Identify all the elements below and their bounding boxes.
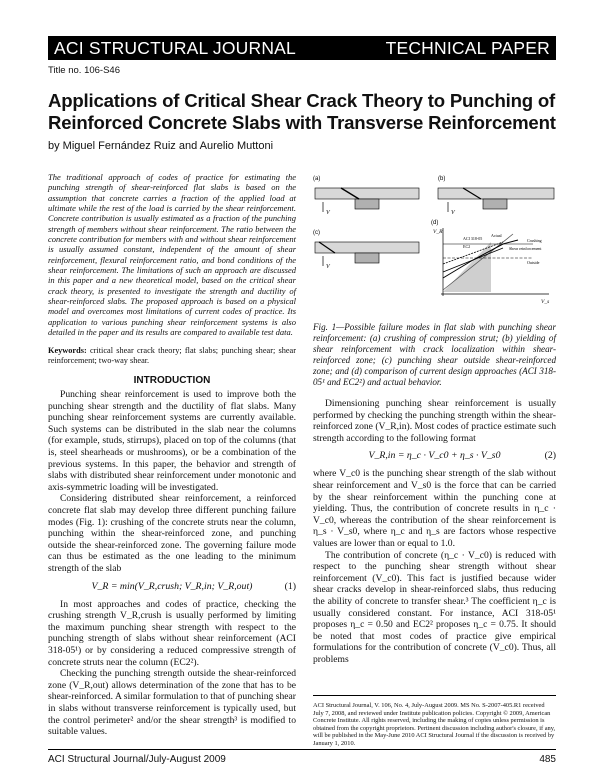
- keywords: [48, 346, 296, 366]
- right-paragraph-2: where V_c0 is the punching shear strength of the slab without shear reinforcement and V_s0 is the force that can be carried by the shear reinforcement within the punching cone at yielding. Thus, the contribution of concrete results in η_c · V_c0, whereas the contribution of the shear reinforcement is η_s · V_s0, where η_c and η_s are factors whose respective values are lower than or equal to 1.0.: [313, 468, 556, 549]
- title-number: Title no. 106-S46: [48, 65, 120, 76]
- keywords-label: Keywords:: [48, 345, 87, 355]
- journal-name: ACI STRUCTURAL JOURNAL: [54, 38, 296, 58]
- column-a: [355, 199, 379, 209]
- keywords-text: critical shear crack theory; flat slabs; punching shear; shear reinforcement; two-way shear.: [48, 345, 296, 365]
- fig-label-c: (c): [313, 230, 320, 236]
- column-c: [355, 253, 379, 263]
- v-label-a: V: [326, 210, 330, 216]
- right-paragraph-1: Dimensioning punching shear reinforcement is usually performed by checking the punching strength within the shear-reinforced zone (V_R,in). Most codes of practice estimate such strength according to the following format: [313, 398, 556, 444]
- x-axis-label: V_s: [541, 299, 550, 305]
- journal-banner: [48, 36, 556, 60]
- right-paragraph-3: The contribution of concrete (η_c · V_c0) is reduced with respect to the punching shear strength without shear reinforcement (V_c0). This fact is justified because wider shear cracks develop in shear-reinforced slabs, thus reducing the ability of concrete to transfer shear.³ The coefficient η_c is usually considered constant. For instance, ACI 318-05¹ proposes η_c = 0.50 and EC2² proposes η_c = 0.75. It should be noted that most codes of practice give empirical formulations for the contribution of concrete (V_c0). Thus, all problems: [313, 549, 556, 665]
- slab-c: [315, 242, 419, 253]
- v-label-b: V: [451, 210, 455, 216]
- intro-paragraph-3: In most approaches and codes of practice, checking the crushing strength V_R,crush is usually performed by limiting the maximum punching shear strength with respect to the punching strength of slabs without shear reinforcement (ACI 318-05¹) or by considering a reduced compressive strength of concrete struts near the column (EC2²).: [48, 598, 296, 668]
- equation-1: [48, 575, 296, 599]
- v-label-c: V: [326, 264, 330, 270]
- label-aci: ACI 318-05: [463, 236, 483, 241]
- intro-paragraph-1: Punching shear reinforcement is used to improve both the punching shear strength and the ductility of flat slabs. Many punching shear reinforcement systems are currently available. Such systems can be distributed in the slab near the columns (for example, studs, stirrups), placed on top of the columns (that is, steel shearheads or mushrooms), or be a combination of the previous systems. In this paper, the behavior and strength of slabs with distributed shear reinforcement under monotonic and axis-symmetric loading will be investigated.: [48, 389, 296, 493]
- intro-paragraph-2: Considering distributed shear reinforcement, a reinforced concrete flat slab may develop three different punching failure modes (Fig. 1): crushing of the concrete struts near the column, punching within the shear-reinforced zone, and punching outside the shear-reinforced zone. The governing failure mode can thus be estimated as the one leading to the minimum strength of the slab: [48, 493, 296, 574]
- section-label: TECHNICAL PAPER: [385, 38, 550, 58]
- paper-title: Applications of Critical Shear Crack Theory to Punching of Reinforced Concrete Slabs with Transverse Reinforcement: [48, 90, 556, 133]
- left-column: [48, 172, 296, 738]
- intro-paragraph-4: Checking the punching strength outside the shear-reinforced zone (V_R,out) allows determination of the zone that has to be shear-reinforced. A similar formulation to that of punching shear in slabs without transverse reinforcement is typically used, but the control perimeter² and/or the shear strength³ is modified to suitable values.: [48, 668, 296, 738]
- intro-heading: INTRODUCTION: [133, 374, 211, 386]
- equation-2: [313, 444, 556, 468]
- column-b: [483, 199, 507, 209]
- line-ec2: [443, 242, 503, 264]
- equation-1-body: V_R = min(V_R,crush; V_R,in; V_R,out): [91, 580, 253, 592]
- footnote: ACI Structural Journal, V. 106, No. 4, July-August 2009. MS No. S-2007-405.R1 received July 7, 2008, and reviewed under Institute publication policies. Copyright © 2009, American Concrete Institute. All rights reserved, including the making of copies unless permission is obtained from the copyright proprietors. Pertinent discussion including author's closure, if any, will be published in the May-June 2010 ACI Structural Journal if the discussion is received by January 1, 2010.: [313, 695, 556, 748]
- slab-a: [315, 188, 419, 199]
- slab-b: [438, 188, 554, 199]
- figure-1-caption: Fig. 1—Possible failure modes in flat slab with punching shear reinforcement: (a) crushing of compression strut; (b) yielding of shear reinforcement with crack localization within shear-reinforced zone; (c) punching shear outside shear-reinforced zone; and (d) comparison of current design approaches (ACI 318-05¹ and EC2²) and actual behavior.: [313, 322, 556, 387]
- page-footer: [48, 749, 556, 765]
- label-shear-reinf: Shear reinforcement: [509, 246, 542, 251]
- y-axis-label: V_R: [433, 229, 443, 235]
- figure-1-drawing: [313, 172, 556, 314]
- label-crushing: Crushing: [527, 238, 542, 243]
- label-outside: Outside: [527, 260, 540, 265]
- label-actual: Actual: [491, 233, 502, 238]
- right-column: [313, 172, 556, 665]
- equation-1-number: (1): [284, 580, 296, 592]
- label-ec2: EC2: [463, 244, 471, 249]
- fig-label-b: (b): [438, 176, 446, 182]
- abstract: The traditional approach of codes of practice for estimating the punching strength of shear-reinforced flat slabs is based on the assumption that concrete carries a fraction of the applied load at ultimate while the rest of the load is carried by the shear reinforcement. Concrete contribution is usually estimated as a fraction of the punching strength of members without shear reinforcement. The ratio between the concrete contribution for members with and without shear reinforcement is usually assumed constant, independent of the amount of shear reinforcement, flexural reinforcement ratio, and bond conditions of the shear reinforcement. The limitations of such an approach are discussed in this paper and a new theoretical model, based on the critical shear crack theory, is presented to investigate the strength and ductility of shear-reinforced slabs. The proposed approach is based on a physical model and overcomes most limitations of current codes of practice. Its application to various punching shear reinforcement systems is also detailed in the paper and its results are compared to available test data.: [48, 172, 296, 338]
- authors: by Miguel Fernández Ruiz and Aurelio Muttoni: [48, 140, 274, 152]
- figure-1: [313, 172, 556, 314]
- fig-label-d: (d): [431, 220, 439, 226]
- equation-2-body: V_R,in = η_c · V_c0 + η_s · V_s0: [368, 450, 501, 462]
- fig-label-a: (a): [313, 176, 321, 182]
- footer-journal: ACI Structural Journal/July-August 2009: [48, 754, 226, 765]
- equation-2-number: (2): [544, 450, 556, 462]
- page-number: 485: [539, 754, 556, 765]
